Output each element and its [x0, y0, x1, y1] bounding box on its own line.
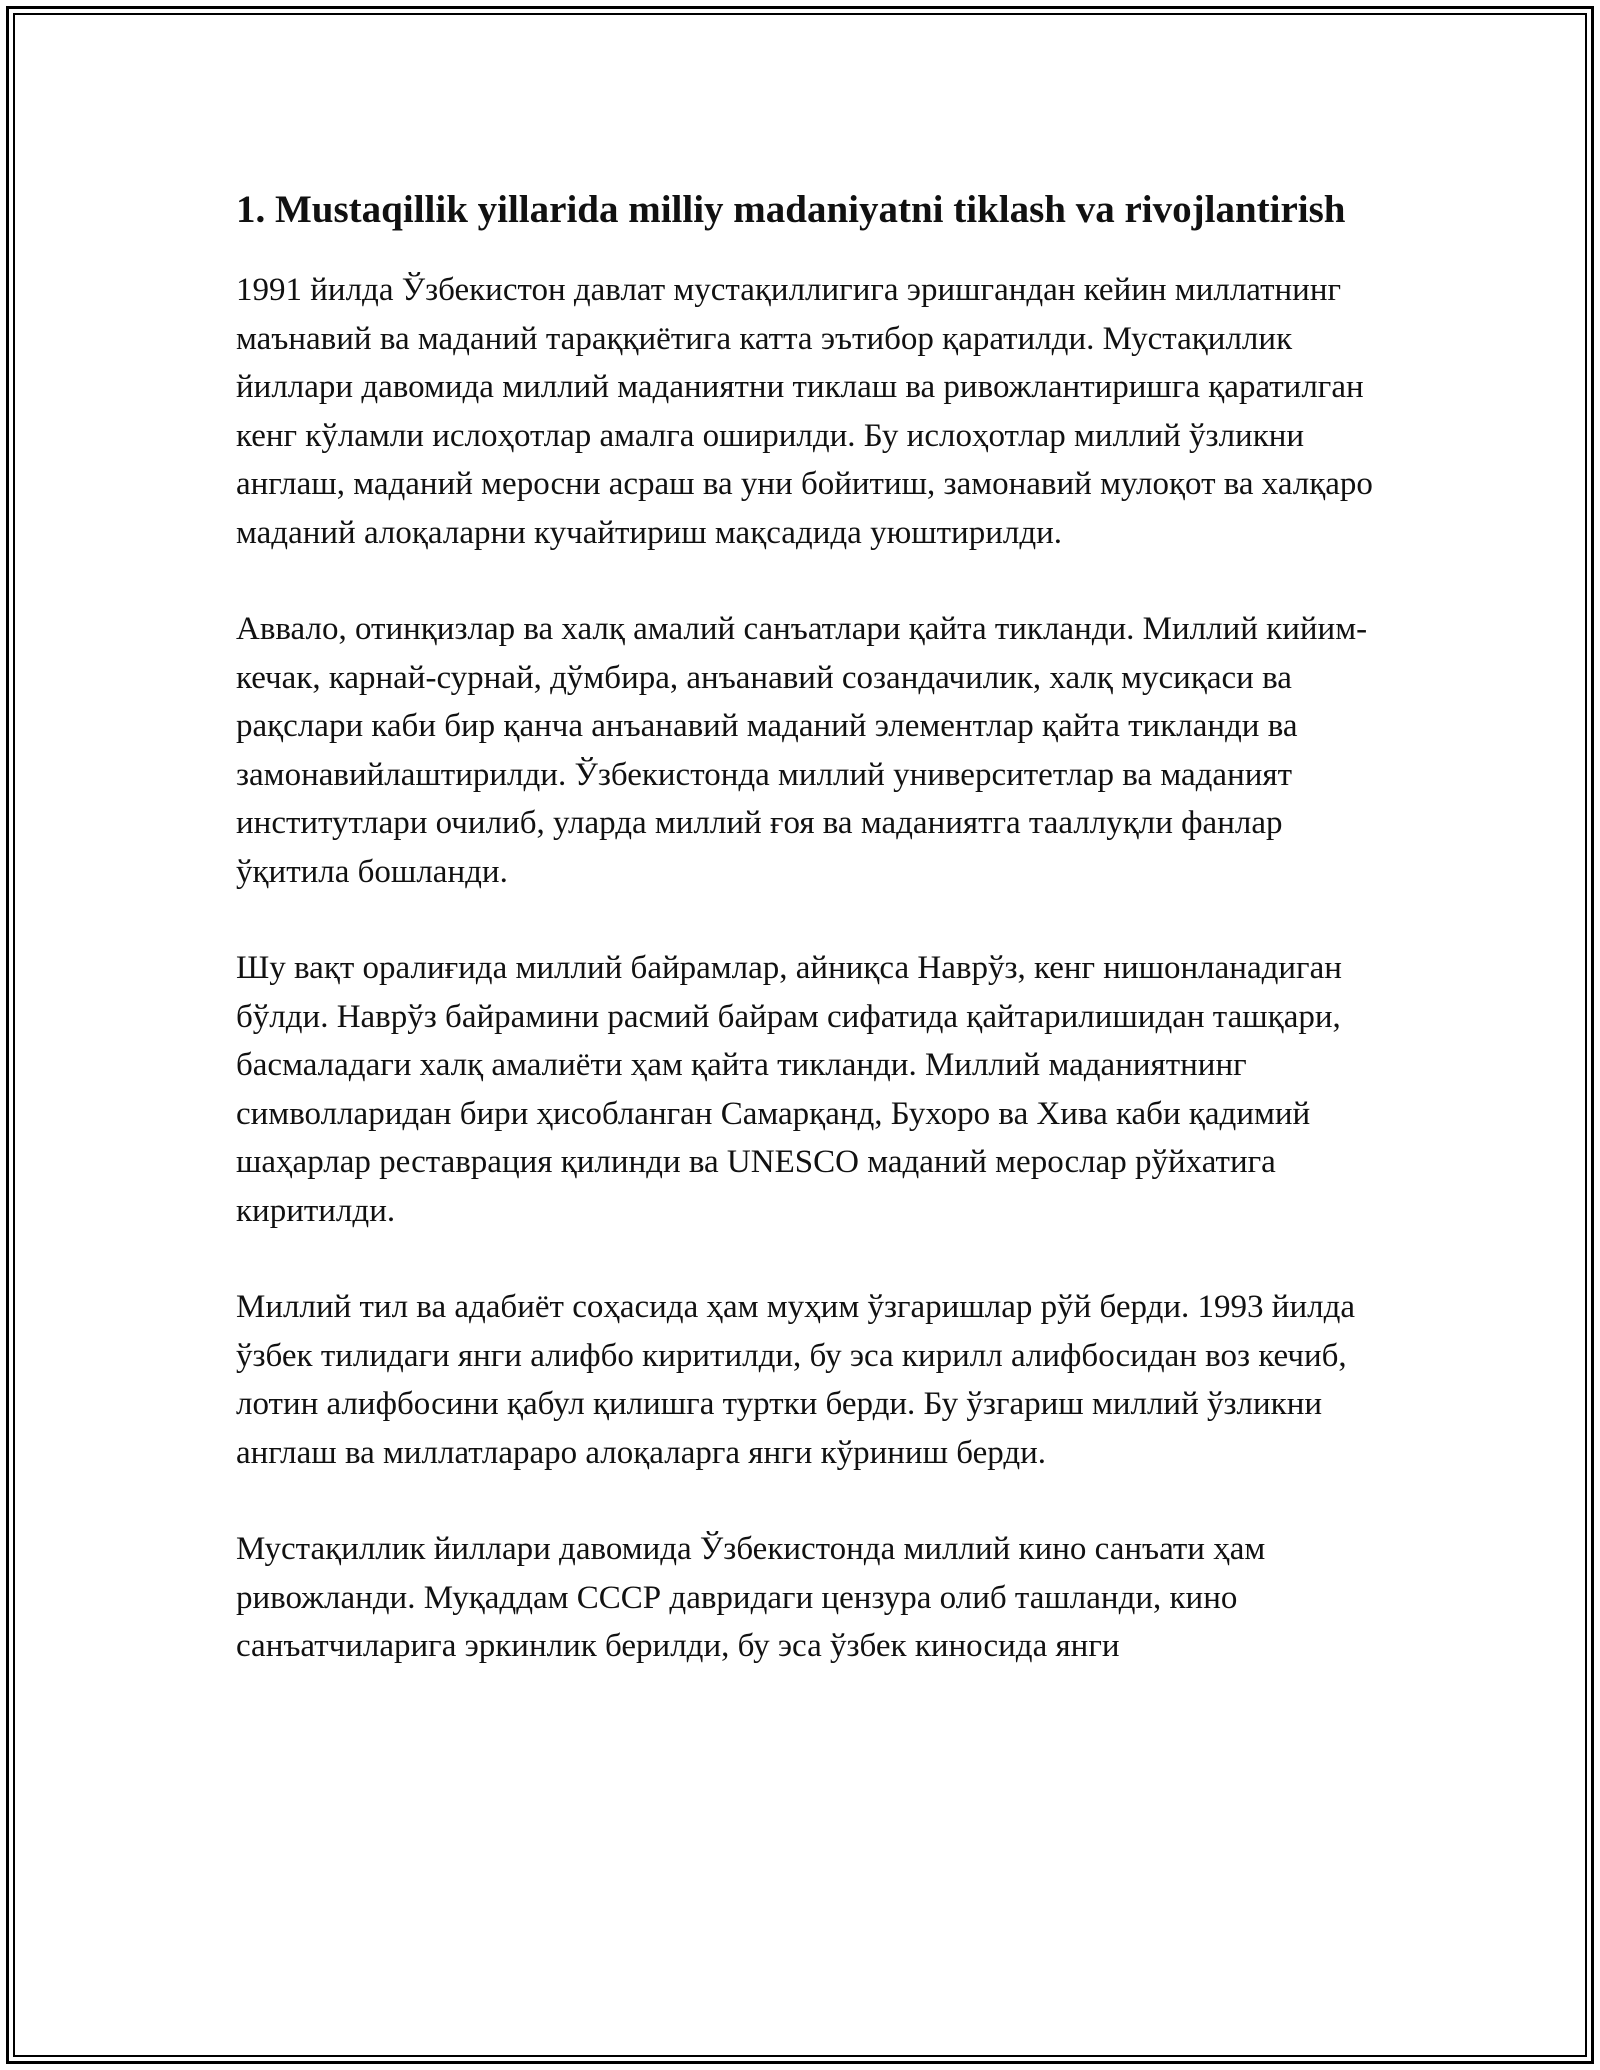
section-title: 1. Mustaqillik yillarida milliy madaniyatni tiklash va rivojlantirish: [236, 188, 1346, 231]
document-body: [236, 182, 1376, 1719]
paragraph-1: 1991 йилда Ўзбекистон давлат мустақиллигига эришгандан кейин миллатнинг маънавий ва маданий тараққиётига катта эътибор қаратилди. Мустақиллик йиллари давомида миллий маданиятни тиклаш ва ривожлантиришга қаратилган кенг кўламли ислоҳотлар амалга оширилди. Бу ислоҳотлар миллий ўзликни англаш, маданий меросни асраш ва уни бойитиш, замонавий мулоқот ва халқаро маданий алоқаларни кучайтириш мақсадида уюштирилди.: [236, 272, 1373, 551]
paragraph-4: Миллий тил ва адабиёт соҳасида ҳам муҳим ўзгаришлар рўй берди. 1993 йилда ўзбек тилидаги янги алифбо киритилди, бу эса кирилл алифбосидан воз кечиб, лотин алифбосини қабул қилишга туртки берди. Бу ўзгариш миллий ўзликни англаш ва миллатлараро алоқаларга янги кўриниш берди.: [236, 1289, 1356, 1471]
paragraph-5: Мустақиллик йиллари давомида Ўзбекистонда миллий кино санъати ҳам ривожланди. Муқаддам СССР давридаги цензура олиб ташланди, кино санъатчиларига эркинлик берилди, бу эса ўзбек киносида янги: [236, 1531, 1266, 1664]
paragraph-2: Аввало, отинқизлар ва халқ амалий санъатлари қайта тикланди. Миллий кийим-кечак, карнай-сурнай, дўмбира, анъанавий созандачилик, халқ мусиқаси ва рақслари каби бир қанча анъанавий маданий элементлар қайта тикланди ва замонавийлаштирилди. Ўзбекистонда миллий университетлар ва маданият институтлари очилиб, уларда миллий ғоя ва маданиятга тааллуқли фанлар ўқитила бошланди.: [236, 611, 1368, 890]
paragraph-3: Шу вақт оралиғида миллий байрамлар, айниқса Наврўз, кенг нишонланадиган бўлди. Наврўз байрамини расмий байрам сифатида қайтарилишидан ташқари, басмаладаги халқ амалиёти ҳам қайта тикланди. Миллий маданиятнинг символларидан бири ҳисобланган Самарқанд, Бухоро ва Хива каби қадимий шаҳарлар реставрация қилинди ва UNESCO маданий мерослар рўйхатига киритилди.: [236, 950, 1342, 1229]
